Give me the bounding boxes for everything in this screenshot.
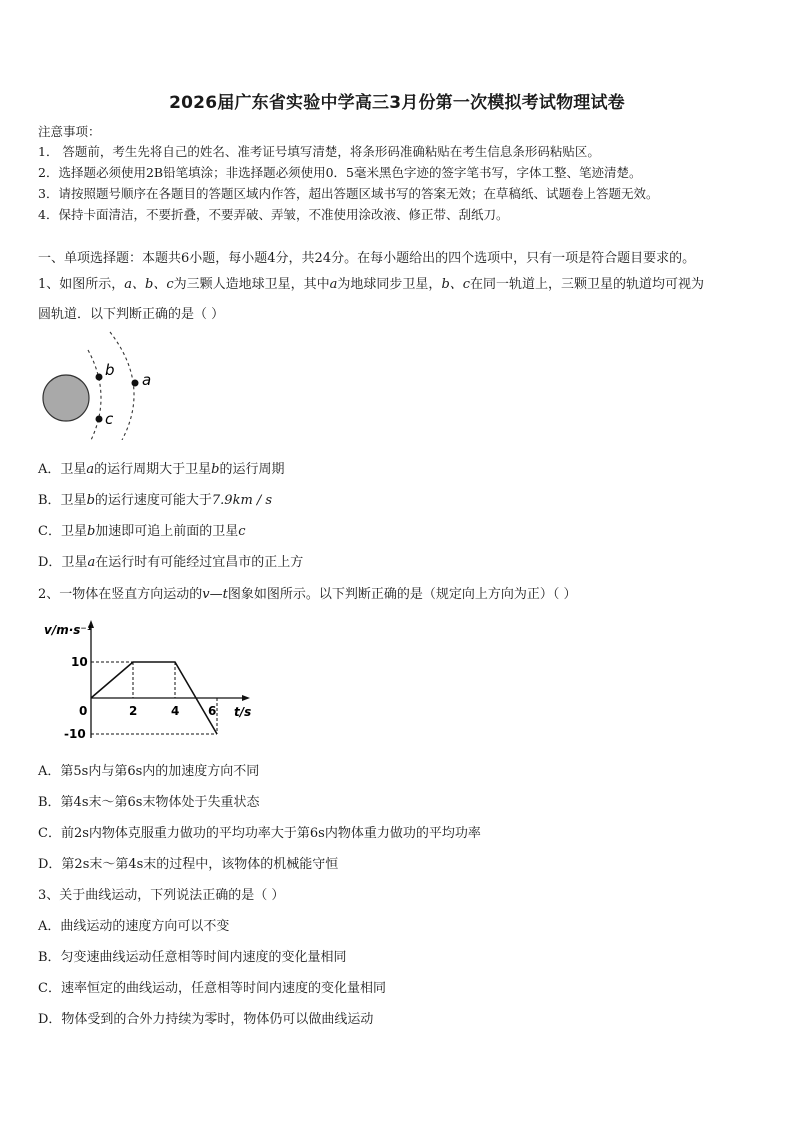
note-item-1: 1． 答题前，考生先将自己的姓名、准考证号填写清楚，将条形码准确粘贴在考生信息条形码粘贴区。 (38, 144, 600, 159)
xtick-2: 2 (129, 704, 138, 718)
q3-option-d: D．物体受到的合外力持续为零时，物体仍可以做曲线运动 (38, 1012, 374, 1027)
q1-satellite-figure (36, 330, 176, 440)
ytick-10: 10 (71, 655, 88, 669)
q1-option-c: C．卫星b加速即可追上前面的卫星c (38, 524, 246, 539)
q3-option-c: C．速率恒定的曲线运动，任意相等时间内速度的变化量相同 (38, 981, 386, 996)
ytick-minus10: -10 (64, 727, 86, 741)
q3-option-a: A．曲线运动的速度方向可以不变 (38, 919, 230, 934)
orbit-a (110, 332, 134, 440)
origin-label: 0 (79, 704, 88, 718)
section-heading: 一、单项选择题：本题共6小题，每小题4分，共24分。在每小题给出的四个选项中，只有一项是符合题目要求的。 (38, 251, 696, 266)
q1-stem-line2: 圆轨道．以下判断正确的是（ ） (38, 307, 225, 322)
x-label: t/s (234, 705, 252, 719)
q2-option-b: B．第4s末～第6s末物体处于失重状态 (38, 795, 260, 810)
note-item-4: 4．保持卡面清洁，不要折叠，不要弄破、弄皱，不准使用涂改液、修正带、刮纸刀。 (38, 207, 509, 222)
q1-option-d: D．卫星a在运行时有可能经过宜昌市的正上方 (38, 555, 304, 570)
orbit-bc (88, 350, 101, 440)
page-title: 2026届广东省实验中学高三3月份第一次模拟考试物理试卷 (169, 93, 625, 113)
q1-vars-abc: a、b、c (124, 277, 174, 292)
q2-option-c: C．前2s内物体克服重力做功的平均功率大于第6s内物体重力做功的平均功率 (38, 826, 481, 841)
q3-stem: 3、关于曲线运动，下列说法正确的是（ ） (38, 888, 285, 903)
y-label: v/m·s⁻¹ (44, 623, 92, 637)
earth-circle (43, 375, 89, 421)
q2-option-d: D．第2s末～第4s末的过程中，该物体的机械能守恒 (38, 857, 339, 872)
q2-stem: 2、一物体在竖直方向运动的v—t图象如图所示。以下判断正确的是（规定向上方向为正）（ ） (38, 587, 577, 602)
satellite-a (132, 380, 139, 387)
label-b: b (105, 361, 115, 379)
label-c: c (105, 410, 114, 428)
q1-stem-line1: 1、如图所示，a、b、c为三颗人造地球卫星，其中a为地球同步卫星，b、c在同一轨道上，三颗卫星的轨道均可视为 (38, 277, 705, 292)
q2-option-a: A．第5s内与第6s内的加速度方向不同 (38, 764, 260, 779)
satellite-b (96, 374, 103, 381)
x-axis-arrow (242, 695, 250, 701)
label-a: a (142, 371, 152, 389)
q1-option-a: A．卫星a的运行周期大于卫星b的运行周期 (38, 462, 285, 477)
q2-vt-graph (38, 616, 258, 746)
note-item-2: 2．选择题必须使用2B铅笔填涂；非选择题必须使用0．5毫米黑色字迹的签字笔书写，字体工整、笔迹清楚。 (38, 165, 642, 180)
q1-option-b: B．卫星b的运行速度可能大于7.9km / s (38, 493, 273, 508)
q3-option-b: B．匀变速曲线运动任意相等时间内速度的变化量相同 (38, 950, 347, 965)
xtick-6: 6 (208, 704, 217, 718)
note-item-3: 3．请按照题号顺序在各题目的答题区域内作答，超出答题区域书写的答案无效；在草稿纸、试题卷上答题无效。 (38, 186, 659, 201)
xtick-4: 4 (171, 704, 180, 718)
notes-heading: 注意事项： (38, 124, 101, 139)
satellite-c (96, 416, 103, 423)
